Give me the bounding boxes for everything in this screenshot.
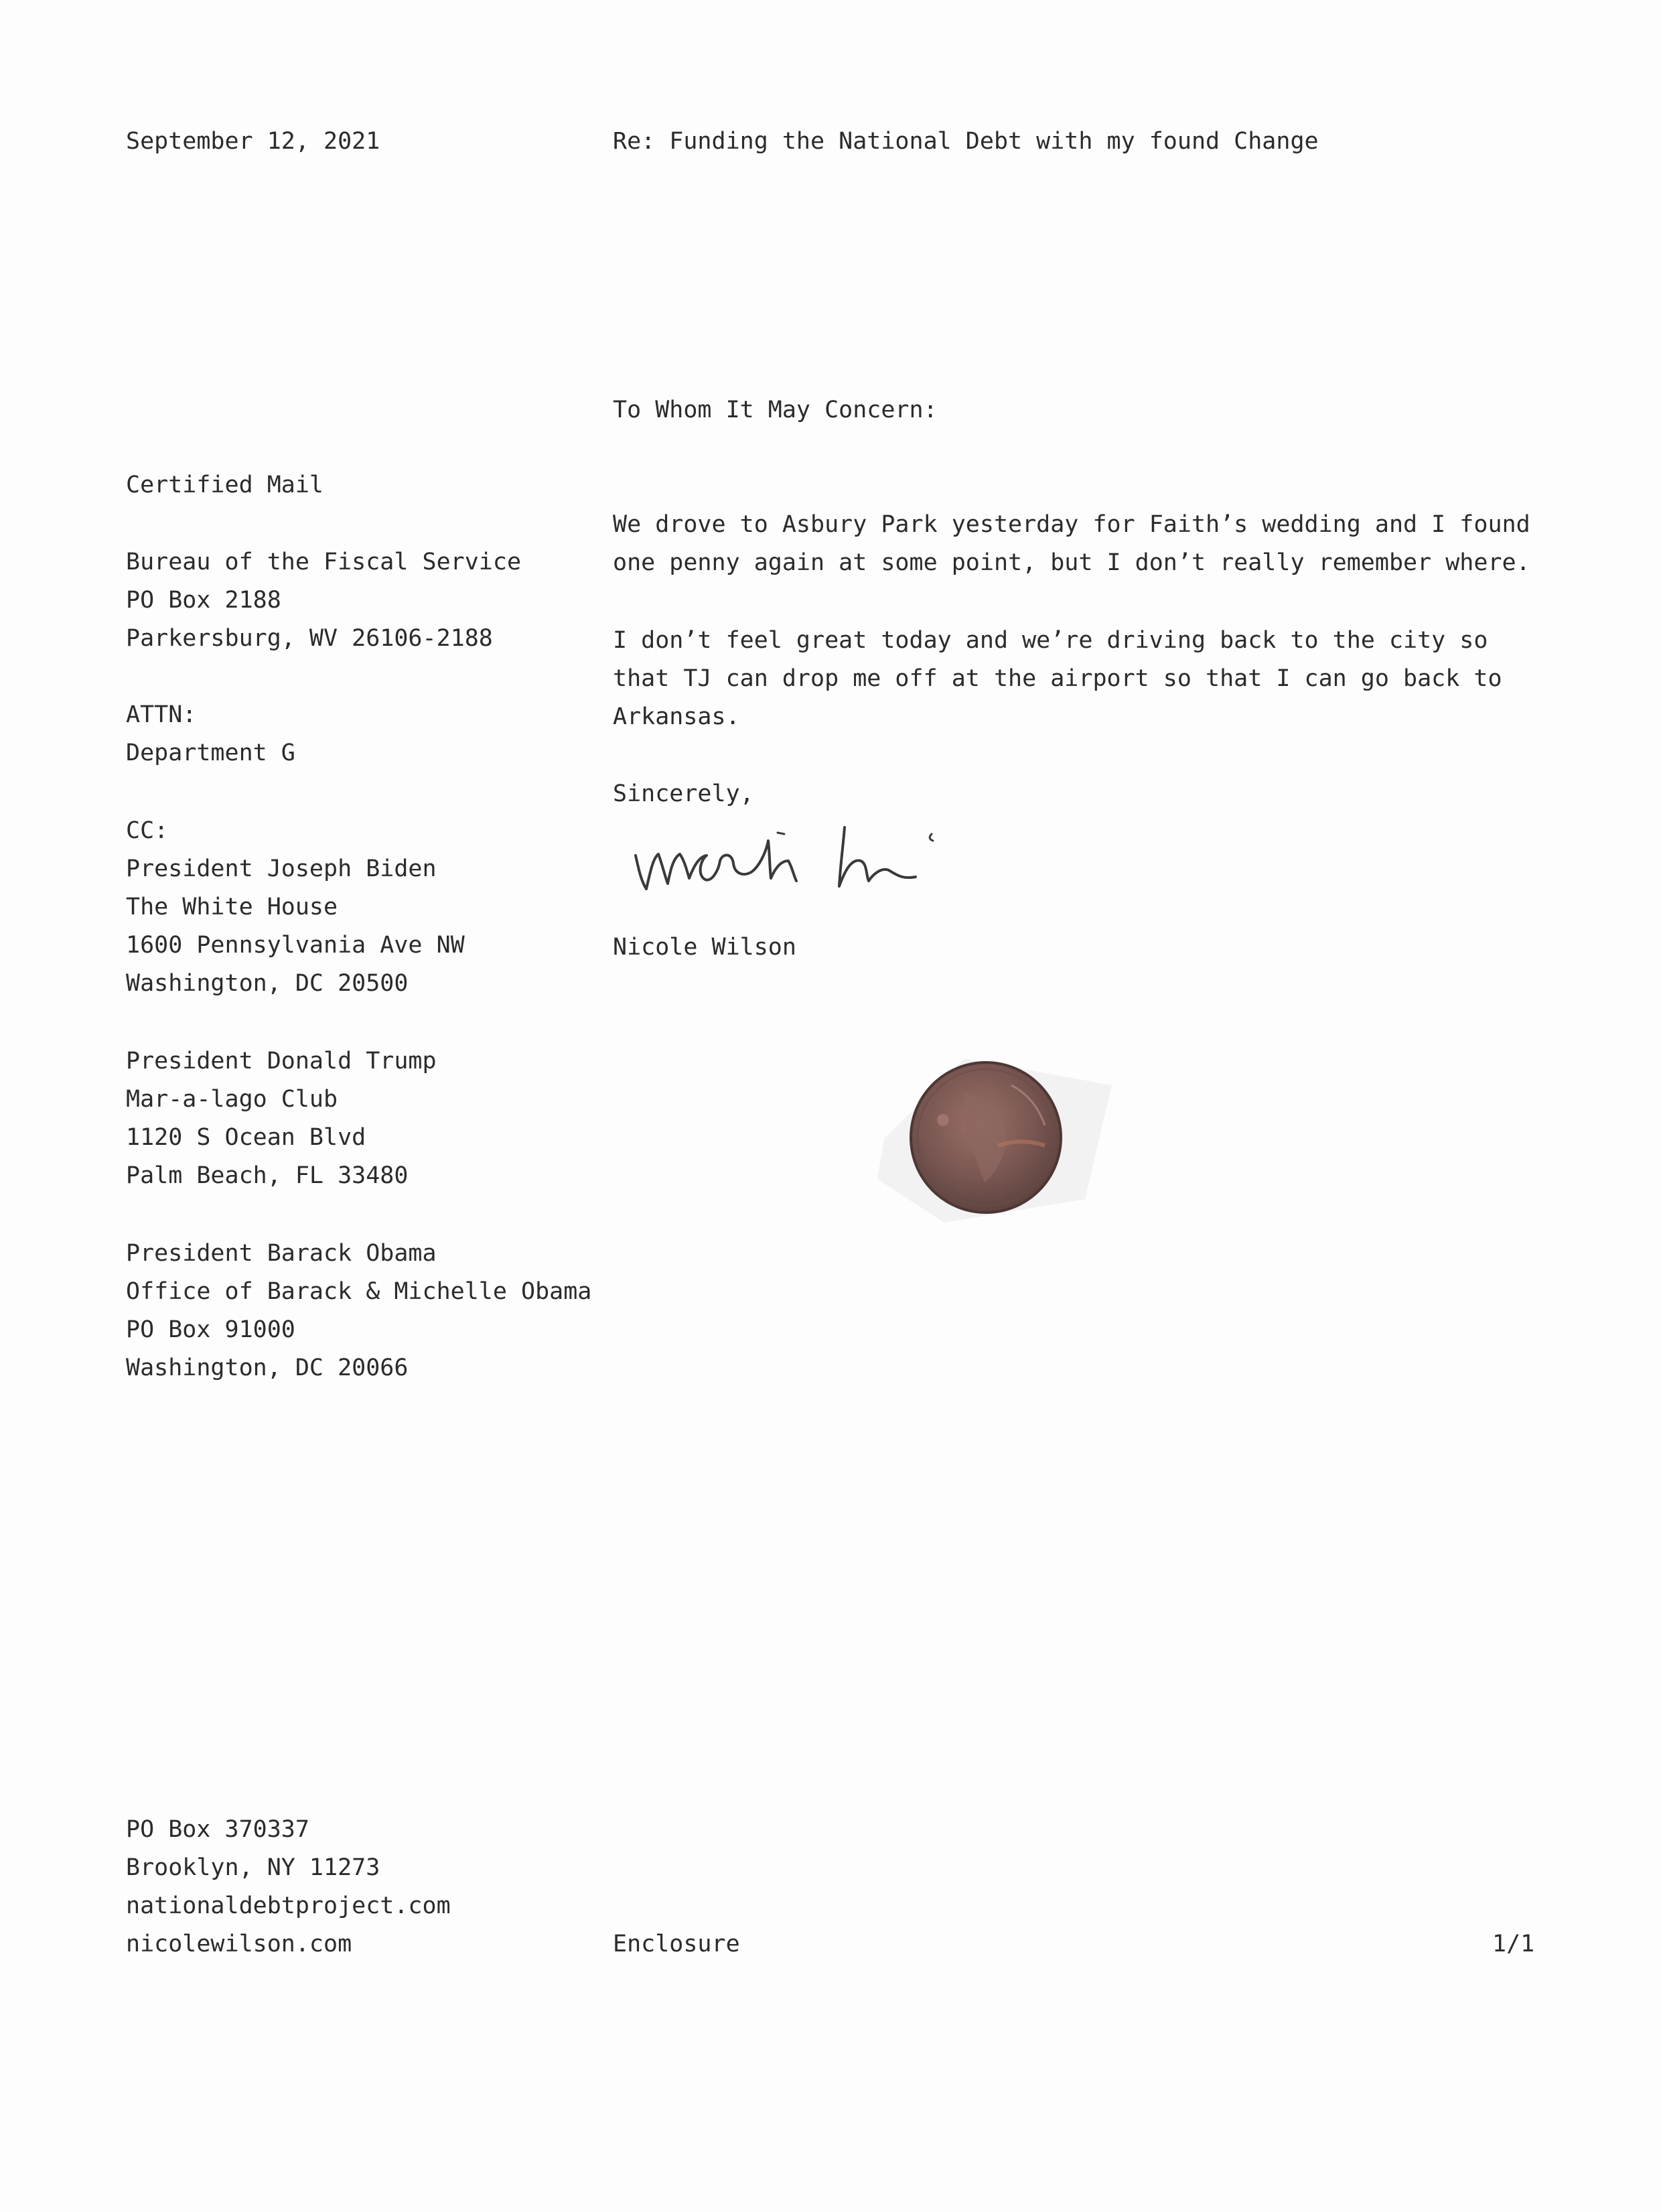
recipient-line: PO Box 2188	[126, 587, 281, 614]
sender-line: Brooklyn, NY 11273	[126, 1854, 380, 1881]
body-line: Arkansas.	[613, 703, 740, 730]
cc-address-trump	[126, 1042, 437, 1195]
attn-value: Department G	[126, 740, 295, 766]
cc-address-line: President Barack Obama	[126, 1240, 437, 1267]
sender-line: PO Box 370337	[126, 1816, 309, 1843]
cc-address-line: Office of Barack & Michelle Obama	[126, 1278, 592, 1305]
letter-date: September 12, 2021	[126, 128, 380, 155]
subject-line: Re: Funding the National Debt with my found Change	[613, 128, 1319, 155]
signature-icon	[626, 814, 948, 908]
cc-address-line: 1120 S Ocean Blvd	[126, 1124, 366, 1151]
cc-address-line: Mar-a-lago Club	[126, 1086, 338, 1113]
cc-address-line: Palm Beach, FL 33480	[126, 1162, 409, 1189]
greeting: To Whom It May Concern:	[613, 397, 938, 423]
cc-address-line: The White House	[126, 894, 338, 920]
body-line: that TJ can drop me off at the airport so that I can go back to	[613, 665, 1502, 692]
signer-name: Nicole Wilson	[613, 934, 796, 961]
recipient-address	[126, 543, 521, 658]
cc-address-line: President Donald Trump	[126, 1048, 437, 1075]
recipient-line: Parkersburg, WV 26106-2188	[126, 625, 493, 652]
cc-address-line: 1600 Pennsylvania Ave NW	[126, 932, 465, 959]
recipient-line: Bureau of the Fiscal Service	[126, 549, 522, 575]
cc-address-obama	[126, 1235, 591, 1387]
cc-address-line: Washington, DC 20066	[126, 1355, 409, 1381]
closing: Sincerely,	[613, 780, 754, 807]
page-number: 1/1	[1492, 1931, 1535, 1957]
body-line: one penny again at some point, but I don’t really remember where.	[613, 549, 1530, 576]
cc-block	[126, 812, 465, 1003]
cc-address-line: President Joseph Biden	[126, 855, 437, 882]
body-paragraph-2	[613, 622, 1502, 736]
penny-coin-icon	[864, 1045, 1118, 1226]
cc-address-line: Washington, DC 20500	[126, 970, 409, 997]
sender-website: nationaldebtproject.com	[126, 1892, 451, 1919]
attn-block	[126, 696, 295, 772]
cc-label: CC:	[126, 817, 169, 844]
enclosure-label: Enclosure	[613, 1931, 740, 1957]
body-line: We drove to Asbury Park yesterday for Faith’s wedding and I found	[613, 511, 1530, 538]
mailing-note: Certified Mail	[126, 472, 324, 498]
cc-address-line: PO Box 91000	[126, 1316, 295, 1343]
attn-label: ATTN:	[126, 701, 197, 728]
body-paragraph-1	[613, 506, 1530, 582]
sender-address	[126, 1811, 451, 1963]
sender-website: nicolewilson.com	[126, 1931, 352, 1957]
body-line: I don’t feel great today and we’re driving back to the city so	[613, 627, 1488, 654]
